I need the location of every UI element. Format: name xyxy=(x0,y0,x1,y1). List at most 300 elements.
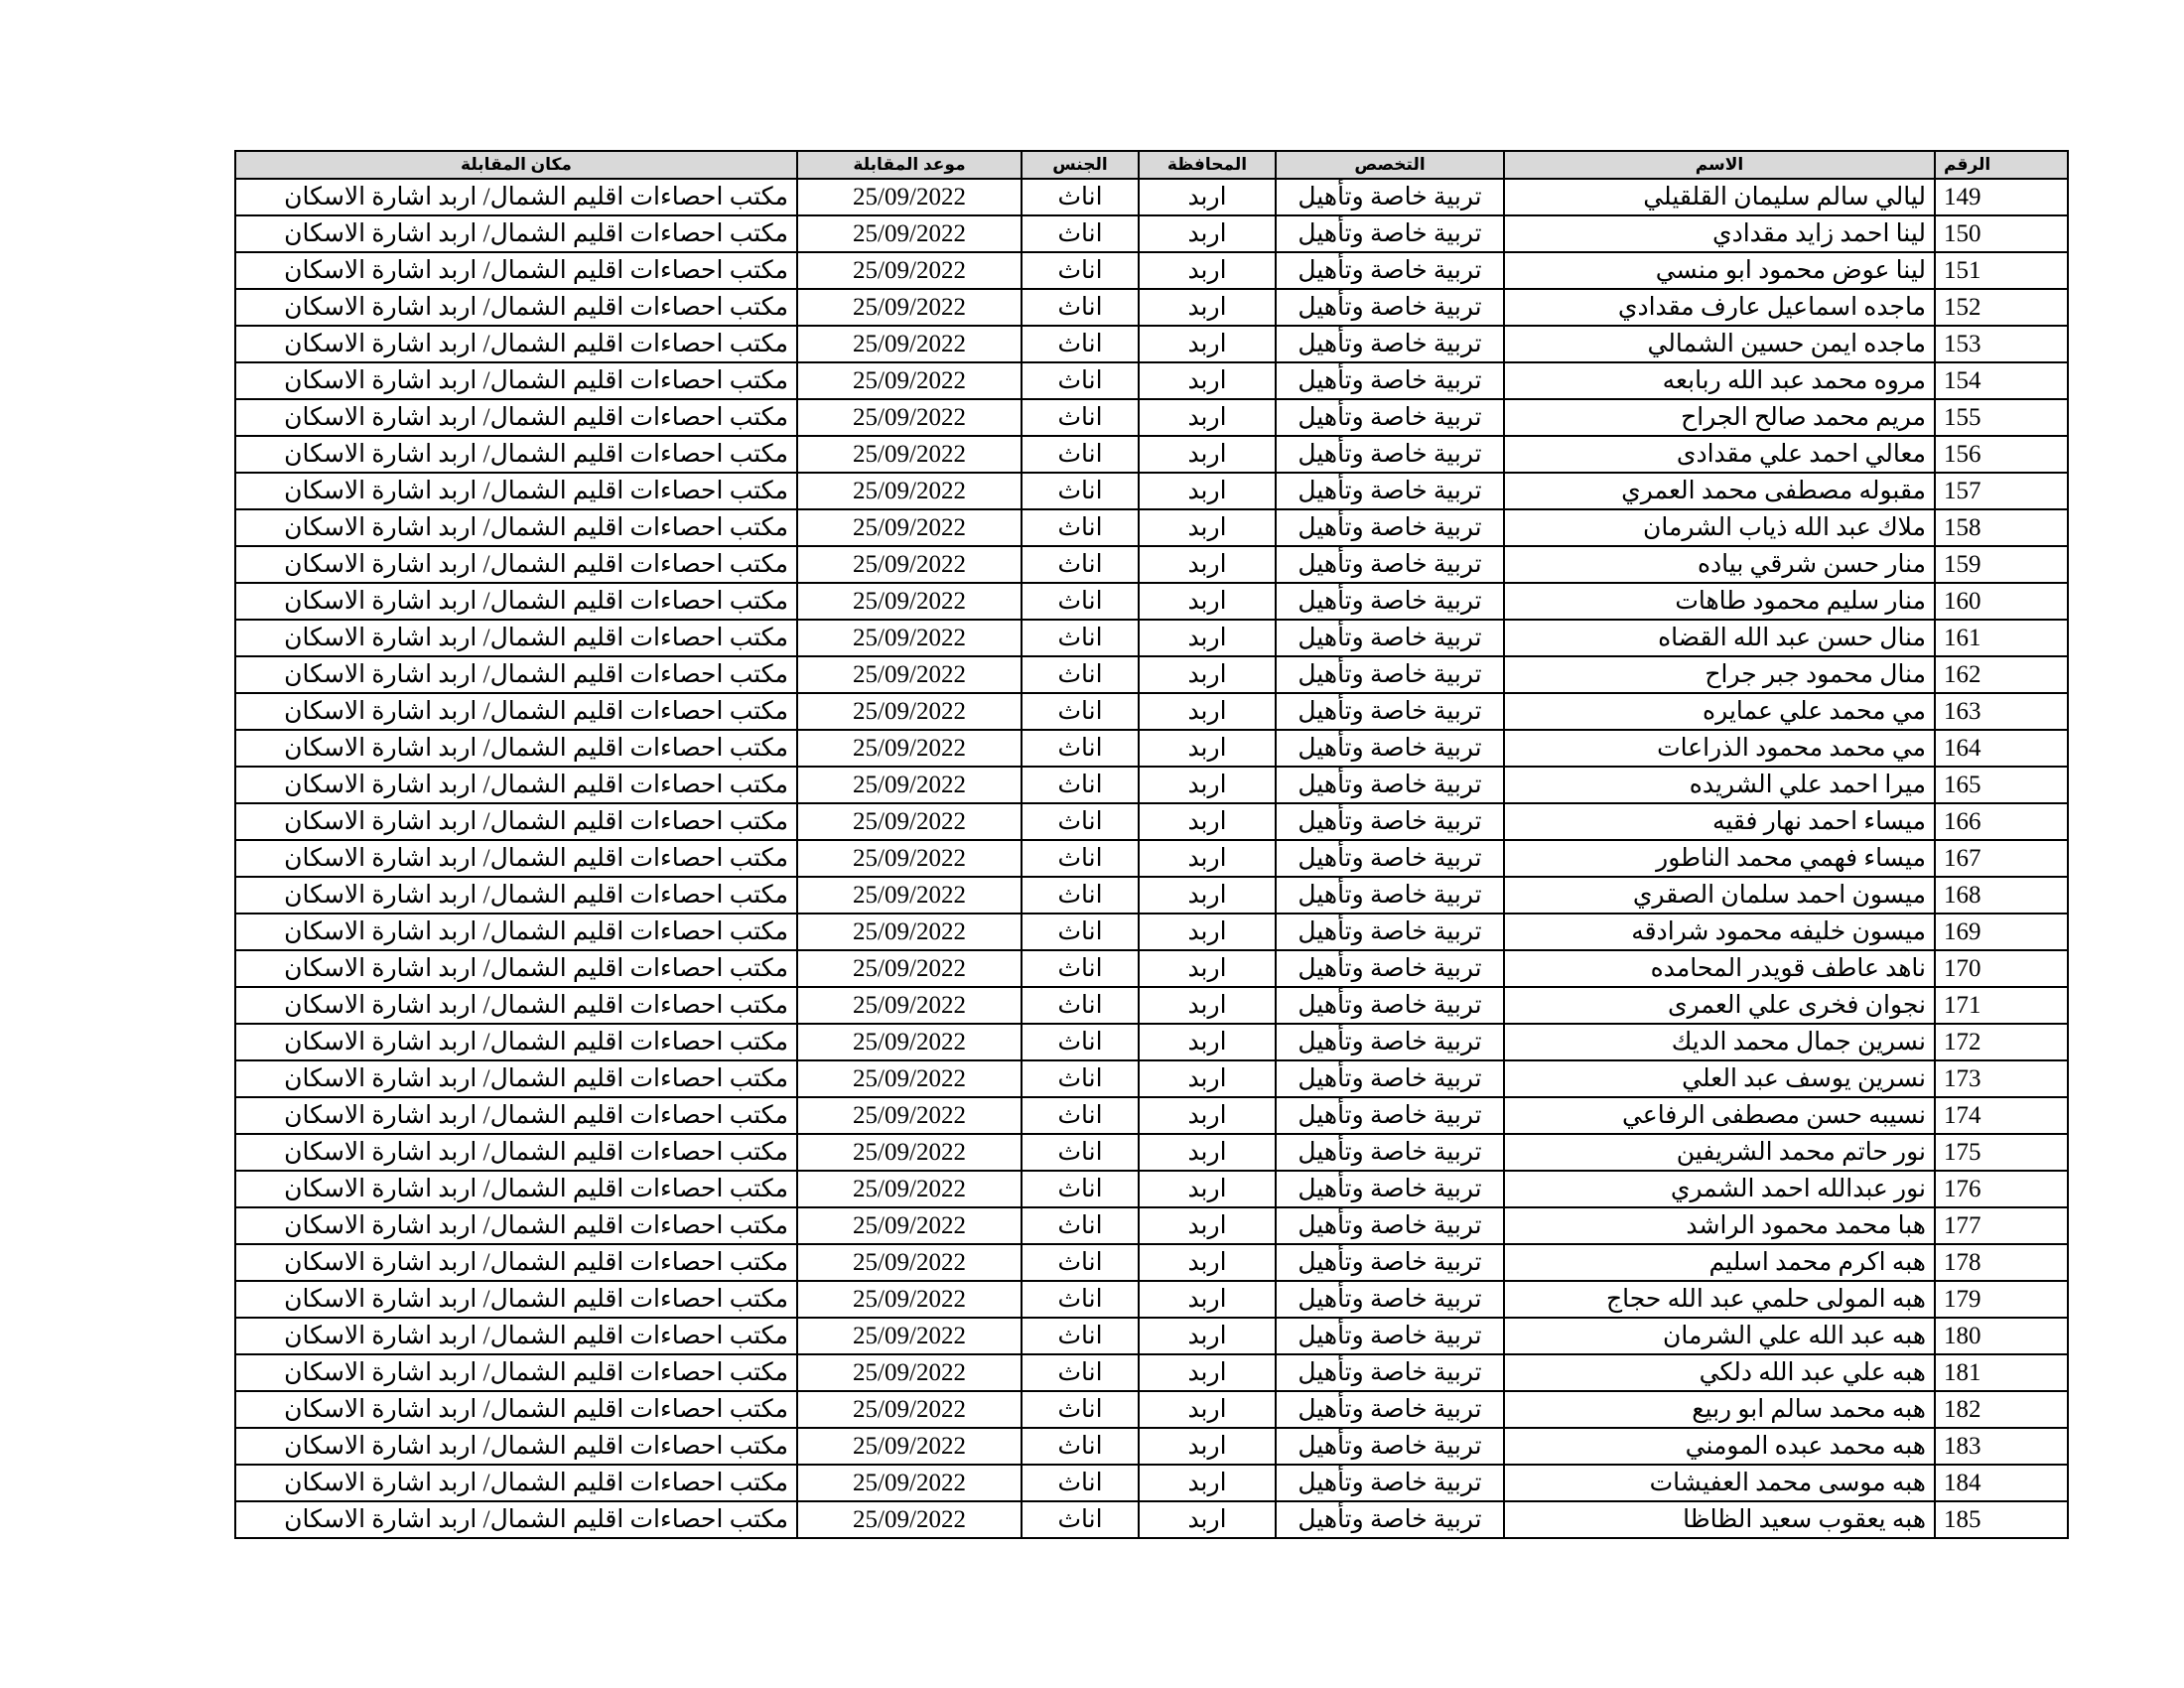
cell-governorate: اربد xyxy=(1139,1207,1276,1244)
cell-gender: اناث xyxy=(1022,840,1139,877)
cell-date: 25/09/2022 xyxy=(797,1244,1022,1281)
cell-specialty: تربية خاصة وتأهيل xyxy=(1276,546,1504,583)
cell-gender: اناث xyxy=(1022,1134,1139,1171)
table-row xyxy=(235,987,2068,1024)
cell-place: مكتب احصاءات اقليم الشمال/ اربد اشارة الاسكان xyxy=(235,1134,797,1171)
cell-num: 180 xyxy=(1935,1318,2068,1354)
table-row xyxy=(235,252,2068,289)
cell-place: مكتب احصاءات اقليم الشمال/ اربد اشارة الاسكان xyxy=(235,767,797,803)
cell-place: مكتب احصاءات اقليم الشمال/ اربد اشارة الاسكان xyxy=(235,473,797,509)
table-row xyxy=(235,179,2068,215)
cell-num: 149 xyxy=(1935,179,2068,215)
cell-num: 153 xyxy=(1935,326,2068,362)
header-num: الرقم xyxy=(1935,151,2068,179)
cell-date: 25/09/2022 xyxy=(797,1281,1022,1318)
cell-num: 167 xyxy=(1935,840,2068,877)
cell-governorate: اربد xyxy=(1139,1024,1276,1060)
cell-gender: اناث xyxy=(1022,693,1139,730)
cell-specialty: تربية خاصة وتأهيل xyxy=(1276,1354,1504,1391)
cell-name: مي محمد محمود الذراعات xyxy=(1504,730,1935,767)
cell-gender: اناث xyxy=(1022,1354,1139,1391)
cell-date: 25/09/2022 xyxy=(797,840,1022,877)
cell-place: مكتب احصاءات اقليم الشمال/ اربد اشارة الاسكان xyxy=(235,730,797,767)
cell-specialty: تربية خاصة وتأهيل xyxy=(1276,399,1504,436)
table-row xyxy=(235,215,2068,252)
cell-date: 25/09/2022 xyxy=(797,1318,1022,1354)
cell-governorate: اربد xyxy=(1139,362,1276,399)
table-row xyxy=(235,1465,2068,1501)
cell-specialty: تربية خاصة وتأهيل xyxy=(1276,767,1504,803)
cell-place: مكتب احصاءات اقليم الشمال/ اربد اشارة الاسكان xyxy=(235,1465,797,1501)
cell-date: 25/09/2022 xyxy=(797,509,1022,546)
cell-gender: اناث xyxy=(1022,1024,1139,1060)
cell-place: مكتب احصاءات اقليم الشمال/ اربد اشارة الاسكان xyxy=(235,693,797,730)
cell-place: مكتب احصاءات اقليم الشمال/ اربد اشارة الاسكان xyxy=(235,1281,797,1318)
cell-place: مكتب احصاءات اقليم الشمال/ اربد اشارة الاسكان xyxy=(235,1244,797,1281)
cell-specialty: تربية خاصة وتأهيل xyxy=(1276,326,1504,362)
cell-name: معالي احمد علي مقدادى xyxy=(1504,436,1935,473)
header-gender: الجنس xyxy=(1022,151,1139,179)
cell-num: 155 xyxy=(1935,399,2068,436)
cell-gender: اناث xyxy=(1022,362,1139,399)
cell-specialty: تربية خاصة وتأهيل xyxy=(1276,987,1504,1024)
cell-num: 182 xyxy=(1935,1391,2068,1428)
cell-governorate: اربد xyxy=(1139,656,1276,693)
cell-date: 25/09/2022 xyxy=(797,1428,1022,1465)
cell-gender: اناث xyxy=(1022,399,1139,436)
cell-place: مكتب احصاءات اقليم الشمال/ اربد اشارة الاسكان xyxy=(235,1354,797,1391)
cell-name: ميسون احمد سلمان الصقري xyxy=(1504,877,1935,914)
header-row xyxy=(235,151,2068,179)
table-row xyxy=(235,693,2068,730)
cell-num: 181 xyxy=(1935,1354,2068,1391)
table-row xyxy=(235,1428,2068,1465)
cell-place: مكتب احصاءات اقليم الشمال/ اربد اشارة الاسكان xyxy=(235,252,797,289)
cell-name: هبه محمد سالم ابو ربيع xyxy=(1504,1391,1935,1428)
cell-num: 179 xyxy=(1935,1281,2068,1318)
cell-place: مكتب احصاءات اقليم الشمال/ اربد اشارة الاسكان xyxy=(235,620,797,656)
cell-name: مي محمد علي عمايره xyxy=(1504,693,1935,730)
cell-gender: اناث xyxy=(1022,950,1139,987)
cell-gender: اناث xyxy=(1022,730,1139,767)
table-row xyxy=(235,1134,2068,1171)
cell-num: 177 xyxy=(1935,1207,2068,1244)
cell-num: 150 xyxy=(1935,215,2068,252)
cell-name: منار سليم محمود طاهات xyxy=(1504,583,1935,620)
cell-specialty: تربية خاصة وتأهيل xyxy=(1276,1134,1504,1171)
cell-place: مكتب احصاءات اقليم الشمال/ اربد اشارة الاسكان xyxy=(235,436,797,473)
cell-place: مكتب احصاءات اقليم الشمال/ اربد اشارة الاسكان xyxy=(235,803,797,840)
table-row xyxy=(235,1024,2068,1060)
cell-place: مكتب احصاءات اقليم الشمال/ اربد اشارة الاسكان xyxy=(235,1097,797,1134)
cell-specialty: تربية خاصة وتأهيل xyxy=(1276,1171,1504,1207)
cell-name: نجوان فخرى علي العمرى xyxy=(1504,987,1935,1024)
cell-num: 165 xyxy=(1935,767,2068,803)
cell-governorate: اربد xyxy=(1139,289,1276,326)
cell-specialty: تربية خاصة وتأهيل xyxy=(1276,1097,1504,1134)
table-row xyxy=(235,1281,2068,1318)
cell-specialty: تربية خاصة وتأهيل xyxy=(1276,1244,1504,1281)
cell-governorate: اربد xyxy=(1139,987,1276,1024)
cell-num: 154 xyxy=(1935,362,2068,399)
cell-gender: اناث xyxy=(1022,1060,1139,1097)
cell-num: 171 xyxy=(1935,987,2068,1024)
table-row xyxy=(235,914,2068,950)
cell-governorate: اربد xyxy=(1139,877,1276,914)
table-row xyxy=(235,767,2068,803)
cell-num: 174 xyxy=(1935,1097,2068,1134)
cell-place: مكتب احصاءات اقليم الشمال/ اربد اشارة الاسكان xyxy=(235,509,797,546)
cell-name: منار حسن شرقي بياده xyxy=(1504,546,1935,583)
cell-gender: اناث xyxy=(1022,767,1139,803)
cell-date: 25/09/2022 xyxy=(797,1024,1022,1060)
cell-gender: اناث xyxy=(1022,1428,1139,1465)
table-row xyxy=(235,289,2068,326)
cell-date: 25/09/2022 xyxy=(797,1501,1022,1538)
cell-governorate: اربد xyxy=(1139,1281,1276,1318)
cell-specialty: تربية خاصة وتأهيل xyxy=(1276,583,1504,620)
cell-place: مكتب احصاءات اقليم الشمال/ اربد اشارة الاسكان xyxy=(235,362,797,399)
cell-num: 170 xyxy=(1935,950,2068,987)
cell-specialty: تربية خاصة وتأهيل xyxy=(1276,436,1504,473)
cell-name: نسرين يوسف عبد العلي xyxy=(1504,1060,1935,1097)
cell-place: مكتب احصاءات اقليم الشمال/ اربد اشارة الاسكان xyxy=(235,1060,797,1097)
cell-place: مكتب احصاءات اقليم الشمال/ اربد اشارة الاسكان xyxy=(235,399,797,436)
cell-specialty: تربية خاصة وتأهيل xyxy=(1276,1465,1504,1501)
cell-name: هبه علي عبد الله دلكي xyxy=(1504,1354,1935,1391)
cell-name: ملاك عبد الله ذياب الشرمان xyxy=(1504,509,1935,546)
cell-name: هبه عبد الله علي الشرمان xyxy=(1504,1318,1935,1354)
cell-specialty: تربية خاصة وتأهيل xyxy=(1276,215,1504,252)
cell-governorate: اربد xyxy=(1139,730,1276,767)
table-row xyxy=(235,1097,2068,1134)
cell-num: 159 xyxy=(1935,546,2068,583)
cell-num: 173 xyxy=(1935,1060,2068,1097)
cell-governorate: اربد xyxy=(1139,326,1276,362)
cell-date: 25/09/2022 xyxy=(797,1207,1022,1244)
cell-num: 172 xyxy=(1935,1024,2068,1060)
cell-specialty: تربية خاصة وتأهيل xyxy=(1276,1281,1504,1318)
cell-date: 25/09/2022 xyxy=(797,252,1022,289)
table-row xyxy=(235,730,2068,767)
cell-date: 25/09/2022 xyxy=(797,1171,1022,1207)
cell-specialty: تربية خاصة وتأهيل xyxy=(1276,362,1504,399)
cell-specialty: تربية خاصة وتأهيل xyxy=(1276,289,1504,326)
cell-gender: اناث xyxy=(1022,1207,1139,1244)
cell-gender: اناث xyxy=(1022,1244,1139,1281)
header-specialty: التخصص xyxy=(1276,151,1504,179)
cell-name: نسرين جمال محمد الديك xyxy=(1504,1024,1935,1060)
cell-num: 158 xyxy=(1935,509,2068,546)
cell-governorate: اربد xyxy=(1139,1318,1276,1354)
cell-gender: اناث xyxy=(1022,1281,1139,1318)
table-row xyxy=(235,1244,2068,1281)
cell-gender: اناث xyxy=(1022,1465,1139,1501)
cell-place: مكتب احصاءات اقليم الشمال/ اربد اشارة الاسكان xyxy=(235,1207,797,1244)
table-row xyxy=(235,1354,2068,1391)
cell-place: مكتب احصاءات اقليم الشمال/ اربد اشارة الاسكان xyxy=(235,914,797,950)
cell-specialty: تربية خاصة وتأهيل xyxy=(1276,877,1504,914)
cell-governorate: اربد xyxy=(1139,1354,1276,1391)
cell-governorate: اربد xyxy=(1139,1244,1276,1281)
cell-specialty: تربية خاصة وتأهيل xyxy=(1276,252,1504,289)
cell-date: 25/09/2022 xyxy=(797,1060,1022,1097)
interview-schedule-table xyxy=(234,150,2069,1539)
cell-specialty: تربية خاصة وتأهيل xyxy=(1276,1501,1504,1538)
cell-num: 157 xyxy=(1935,473,2068,509)
cell-specialty: تربية خاصة وتأهيل xyxy=(1276,473,1504,509)
cell-date: 25/09/2022 xyxy=(797,1134,1022,1171)
cell-name: مروه محمد عبد الله ربابعه xyxy=(1504,362,1935,399)
cell-name: ليالي سالم سليمان القلقيلي xyxy=(1504,179,1935,215)
cell-governorate: اربد xyxy=(1139,1465,1276,1501)
cell-name: لينا عوض محمود ابو منسي xyxy=(1504,252,1935,289)
cell-place: مكتب احصاءات اقليم الشمال/ اربد اشارة الاسكان xyxy=(235,215,797,252)
cell-date: 25/09/2022 xyxy=(797,1354,1022,1391)
cell-name: منال محمود جبر جراح xyxy=(1504,656,1935,693)
cell-governorate: اربد xyxy=(1139,546,1276,583)
cell-num: 156 xyxy=(1935,436,2068,473)
cell-name: هبه موسى محمد العفيشات xyxy=(1504,1465,1935,1501)
cell-specialty: تربية خاصة وتأهيل xyxy=(1276,1207,1504,1244)
header-date: موعد المقابلة xyxy=(797,151,1022,179)
cell-name: نور عبدالله احمد الشمري xyxy=(1504,1171,1935,1207)
cell-gender: اناث xyxy=(1022,583,1139,620)
cell-governorate: اربد xyxy=(1139,1428,1276,1465)
cell-gender: اناث xyxy=(1022,877,1139,914)
table-row xyxy=(235,877,2068,914)
cell-place: مكتب احصاءات اقليم الشمال/ اربد اشارة الاسكان xyxy=(235,1318,797,1354)
cell-governorate: اربد xyxy=(1139,840,1276,877)
cell-governorate: اربد xyxy=(1139,1134,1276,1171)
cell-date: 25/09/2022 xyxy=(797,987,1022,1024)
cell-date: 25/09/2022 xyxy=(797,326,1022,362)
cell-governorate: اربد xyxy=(1139,473,1276,509)
cell-date: 25/09/2022 xyxy=(797,362,1022,399)
cell-governorate: اربد xyxy=(1139,179,1276,215)
cell-date: 25/09/2022 xyxy=(797,1465,1022,1501)
cell-governorate: اربد xyxy=(1139,693,1276,730)
cell-specialty: تربية خاصة وتأهيل xyxy=(1276,656,1504,693)
cell-gender: اناث xyxy=(1022,1501,1139,1538)
cell-name: ميرا احمد علي الشريده xyxy=(1504,767,1935,803)
cell-date: 25/09/2022 xyxy=(797,179,1022,215)
table-row xyxy=(235,840,2068,877)
cell-num: 176 xyxy=(1935,1171,2068,1207)
cell-gender: اناث xyxy=(1022,473,1139,509)
cell-name: ميساء احمد نهار فقيه xyxy=(1504,803,1935,840)
cell-date: 25/09/2022 xyxy=(797,877,1022,914)
cell-gender: اناث xyxy=(1022,215,1139,252)
table-row xyxy=(235,620,2068,656)
cell-place: مكتب احصاءات اقليم الشمال/ اربد اشارة الاسكان xyxy=(235,1501,797,1538)
table-row xyxy=(235,1501,2068,1538)
cell-name: ميساء فهمي محمد الناطور xyxy=(1504,840,1935,877)
header-governorate: المحافظة xyxy=(1139,151,1276,179)
cell-gender: اناث xyxy=(1022,326,1139,362)
cell-gender: اناث xyxy=(1022,656,1139,693)
cell-governorate: اربد xyxy=(1139,803,1276,840)
cell-num: 185 xyxy=(1935,1501,2068,1538)
cell-governorate: اربد xyxy=(1139,914,1276,950)
cell-governorate: اربد xyxy=(1139,399,1276,436)
cell-date: 25/09/2022 xyxy=(797,620,1022,656)
cell-specialty: تربية خاصة وتأهيل xyxy=(1276,1428,1504,1465)
table-row xyxy=(235,656,2068,693)
cell-specialty: تربية خاصة وتأهيل xyxy=(1276,950,1504,987)
cell-gender: اناث xyxy=(1022,1318,1139,1354)
table-row xyxy=(235,583,2068,620)
cell-date: 25/09/2022 xyxy=(797,656,1022,693)
cell-specialty: تربية خاصة وتأهيل xyxy=(1276,1391,1504,1428)
cell-num: 152 xyxy=(1935,289,2068,326)
cell-governorate: اربد xyxy=(1139,620,1276,656)
header-place: مكان المقابلة xyxy=(235,151,797,179)
cell-name: هبه يعقوب سعيد الظاظا xyxy=(1504,1501,1935,1538)
table-row xyxy=(235,399,2068,436)
cell-specialty: تربية خاصة وتأهيل xyxy=(1276,1318,1504,1354)
cell-date: 25/09/2022 xyxy=(797,803,1022,840)
cell-place: مكتب احصاءات اقليم الشمال/ اربد اشارة الاسكان xyxy=(235,656,797,693)
cell-date: 25/09/2022 xyxy=(797,693,1022,730)
cell-governorate: اربد xyxy=(1139,1060,1276,1097)
table-row xyxy=(235,1207,2068,1244)
cell-specialty: تربية خاصة وتأهيل xyxy=(1276,1060,1504,1097)
cell-num: 178 xyxy=(1935,1244,2068,1281)
cell-governorate: اربد xyxy=(1139,252,1276,289)
table-header xyxy=(235,151,2068,179)
table-row xyxy=(235,1391,2068,1428)
cell-governorate: اربد xyxy=(1139,767,1276,803)
cell-place: مكتب احصاءات اقليم الشمال/ اربد اشارة الاسكان xyxy=(235,179,797,215)
cell-num: 160 xyxy=(1935,583,2068,620)
cell-gender: اناث xyxy=(1022,1097,1139,1134)
table-row xyxy=(235,1318,2068,1354)
cell-num: 183 xyxy=(1935,1428,2068,1465)
cell-name: ميسون خليفه محمود شرادقه xyxy=(1504,914,1935,950)
cell-gender: اناث xyxy=(1022,987,1139,1024)
table-row xyxy=(235,362,2068,399)
table-row xyxy=(235,546,2068,583)
cell-name: ناهد عاطف قويدر المحامده xyxy=(1504,950,1935,987)
cell-name: لينا احمد زايد مقدادي xyxy=(1504,215,1935,252)
table-body xyxy=(235,179,2068,1538)
cell-place: مكتب احصاءات اقليم الشمال/ اربد اشارة الاسكان xyxy=(235,583,797,620)
cell-specialty: تربية خاصة وتأهيل xyxy=(1276,1024,1504,1060)
cell-num: 166 xyxy=(1935,803,2068,840)
cell-date: 25/09/2022 xyxy=(797,730,1022,767)
cell-place: مكتب احصاءات اقليم الشمال/ اربد اشارة الاسكان xyxy=(235,877,797,914)
cell-date: 25/09/2022 xyxy=(797,289,1022,326)
table-row xyxy=(235,473,2068,509)
cell-gender: اناث xyxy=(1022,289,1139,326)
cell-date: 25/09/2022 xyxy=(797,399,1022,436)
cell-name: نور حاتم محمد الشريفين xyxy=(1504,1134,1935,1171)
cell-specialty: تربية خاصة وتأهيل xyxy=(1276,914,1504,950)
table-row xyxy=(235,803,2068,840)
cell-place: مكتب احصاءات اقليم الشمال/ اربد اشارة الاسكان xyxy=(235,950,797,987)
cell-place: مكتب احصاءات اقليم الشمال/ اربد اشارة الاسكان xyxy=(235,1428,797,1465)
cell-governorate: اربد xyxy=(1139,509,1276,546)
cell-place: مكتب احصاءات اقليم الشمال/ اربد اشارة الاسكان xyxy=(235,289,797,326)
cell-num: 164 xyxy=(1935,730,2068,767)
cell-specialty: تربية خاصة وتأهيل xyxy=(1276,840,1504,877)
cell-governorate: اربد xyxy=(1139,583,1276,620)
cell-name: مقبوله مصطفى محمد العمري xyxy=(1504,473,1935,509)
cell-specialty: تربية خاصة وتأهيل xyxy=(1276,803,1504,840)
cell-date: 25/09/2022 xyxy=(797,583,1022,620)
cell-gender: اناث xyxy=(1022,1391,1139,1428)
header-name: الاسم xyxy=(1504,151,1935,179)
cell-name: نسيبه حسن مصطفى الرفاعي xyxy=(1504,1097,1935,1134)
table-row xyxy=(235,950,2068,987)
cell-governorate: اربد xyxy=(1139,950,1276,987)
cell-date: 25/09/2022 xyxy=(797,767,1022,803)
cell-place: مكتب احصاءات اقليم الشمال/ اربد اشارة الاسكان xyxy=(235,1024,797,1060)
cell-specialty: تربية خاصة وتأهيل xyxy=(1276,693,1504,730)
cell-gender: اناث xyxy=(1022,546,1139,583)
cell-date: 25/09/2022 xyxy=(797,1391,1022,1428)
cell-date: 25/09/2022 xyxy=(797,1097,1022,1134)
cell-num: 161 xyxy=(1935,620,2068,656)
cell-place: مكتب احصاءات اقليم الشمال/ اربد اشارة الاسكان xyxy=(235,546,797,583)
cell-num: 168 xyxy=(1935,877,2068,914)
cell-name: هبا محمد محمود الراشد xyxy=(1504,1207,1935,1244)
cell-name: منال حسن عبد الله القضاه xyxy=(1504,620,1935,656)
cell-gender: اناث xyxy=(1022,620,1139,656)
cell-place: مكتب احصاءات اقليم الشمال/ اربد اشارة الاسكان xyxy=(235,987,797,1024)
table-row xyxy=(235,1060,2068,1097)
cell-num: 163 xyxy=(1935,693,2068,730)
cell-name: ماجده ايمن حسين الشمالي xyxy=(1504,326,1935,362)
table-row xyxy=(235,509,2068,546)
cell-date: 25/09/2022 xyxy=(797,215,1022,252)
cell-num: 175 xyxy=(1935,1134,2068,1171)
cell-governorate: اربد xyxy=(1139,436,1276,473)
cell-specialty: تربية خاصة وتأهيل xyxy=(1276,730,1504,767)
cell-place: مكتب احصاءات اقليم الشمال/ اربد اشارة الاسكان xyxy=(235,1171,797,1207)
cell-specialty: تربية خاصة وتأهيل xyxy=(1276,620,1504,656)
table-row xyxy=(235,1171,2068,1207)
cell-gender: اناث xyxy=(1022,1171,1139,1207)
cell-gender: اناث xyxy=(1022,914,1139,950)
cell-name: هبه محمد عبده المومني xyxy=(1504,1428,1935,1465)
cell-name: هبه اكرم محمد اسليم xyxy=(1504,1244,1935,1281)
cell-specialty: تربية خاصة وتأهيل xyxy=(1276,179,1504,215)
cell-num: 184 xyxy=(1935,1465,2068,1501)
cell-name: مريم محمد صالح الجراح xyxy=(1504,399,1935,436)
cell-governorate: اربد xyxy=(1139,1171,1276,1207)
table-row xyxy=(235,326,2068,362)
cell-place: مكتب احصاءات اقليم الشمال/ اربد اشارة الاسكان xyxy=(235,326,797,362)
cell-date: 25/09/2022 xyxy=(797,436,1022,473)
cell-gender: اناث xyxy=(1022,436,1139,473)
cell-date: 25/09/2022 xyxy=(797,546,1022,583)
cell-date: 25/09/2022 xyxy=(797,914,1022,950)
cell-name: هبه المولى حلمي عبد الله حجاج xyxy=(1504,1281,1935,1318)
cell-governorate: اربد xyxy=(1139,1391,1276,1428)
cell-place: مكتب احصاءات اقليم الشمال/ اربد اشارة الاسكان xyxy=(235,1391,797,1428)
cell-date: 25/09/2022 xyxy=(797,473,1022,509)
cell-governorate: اربد xyxy=(1139,1501,1276,1538)
cell-governorate: اربد xyxy=(1139,1097,1276,1134)
cell-gender: اناث xyxy=(1022,179,1139,215)
cell-name: ماجده اسماعيل عارف مقدادي xyxy=(1504,289,1935,326)
cell-num: 162 xyxy=(1935,656,2068,693)
cell-gender: اناث xyxy=(1022,803,1139,840)
cell-gender: اناث xyxy=(1022,252,1139,289)
cell-gender: اناث xyxy=(1022,509,1139,546)
